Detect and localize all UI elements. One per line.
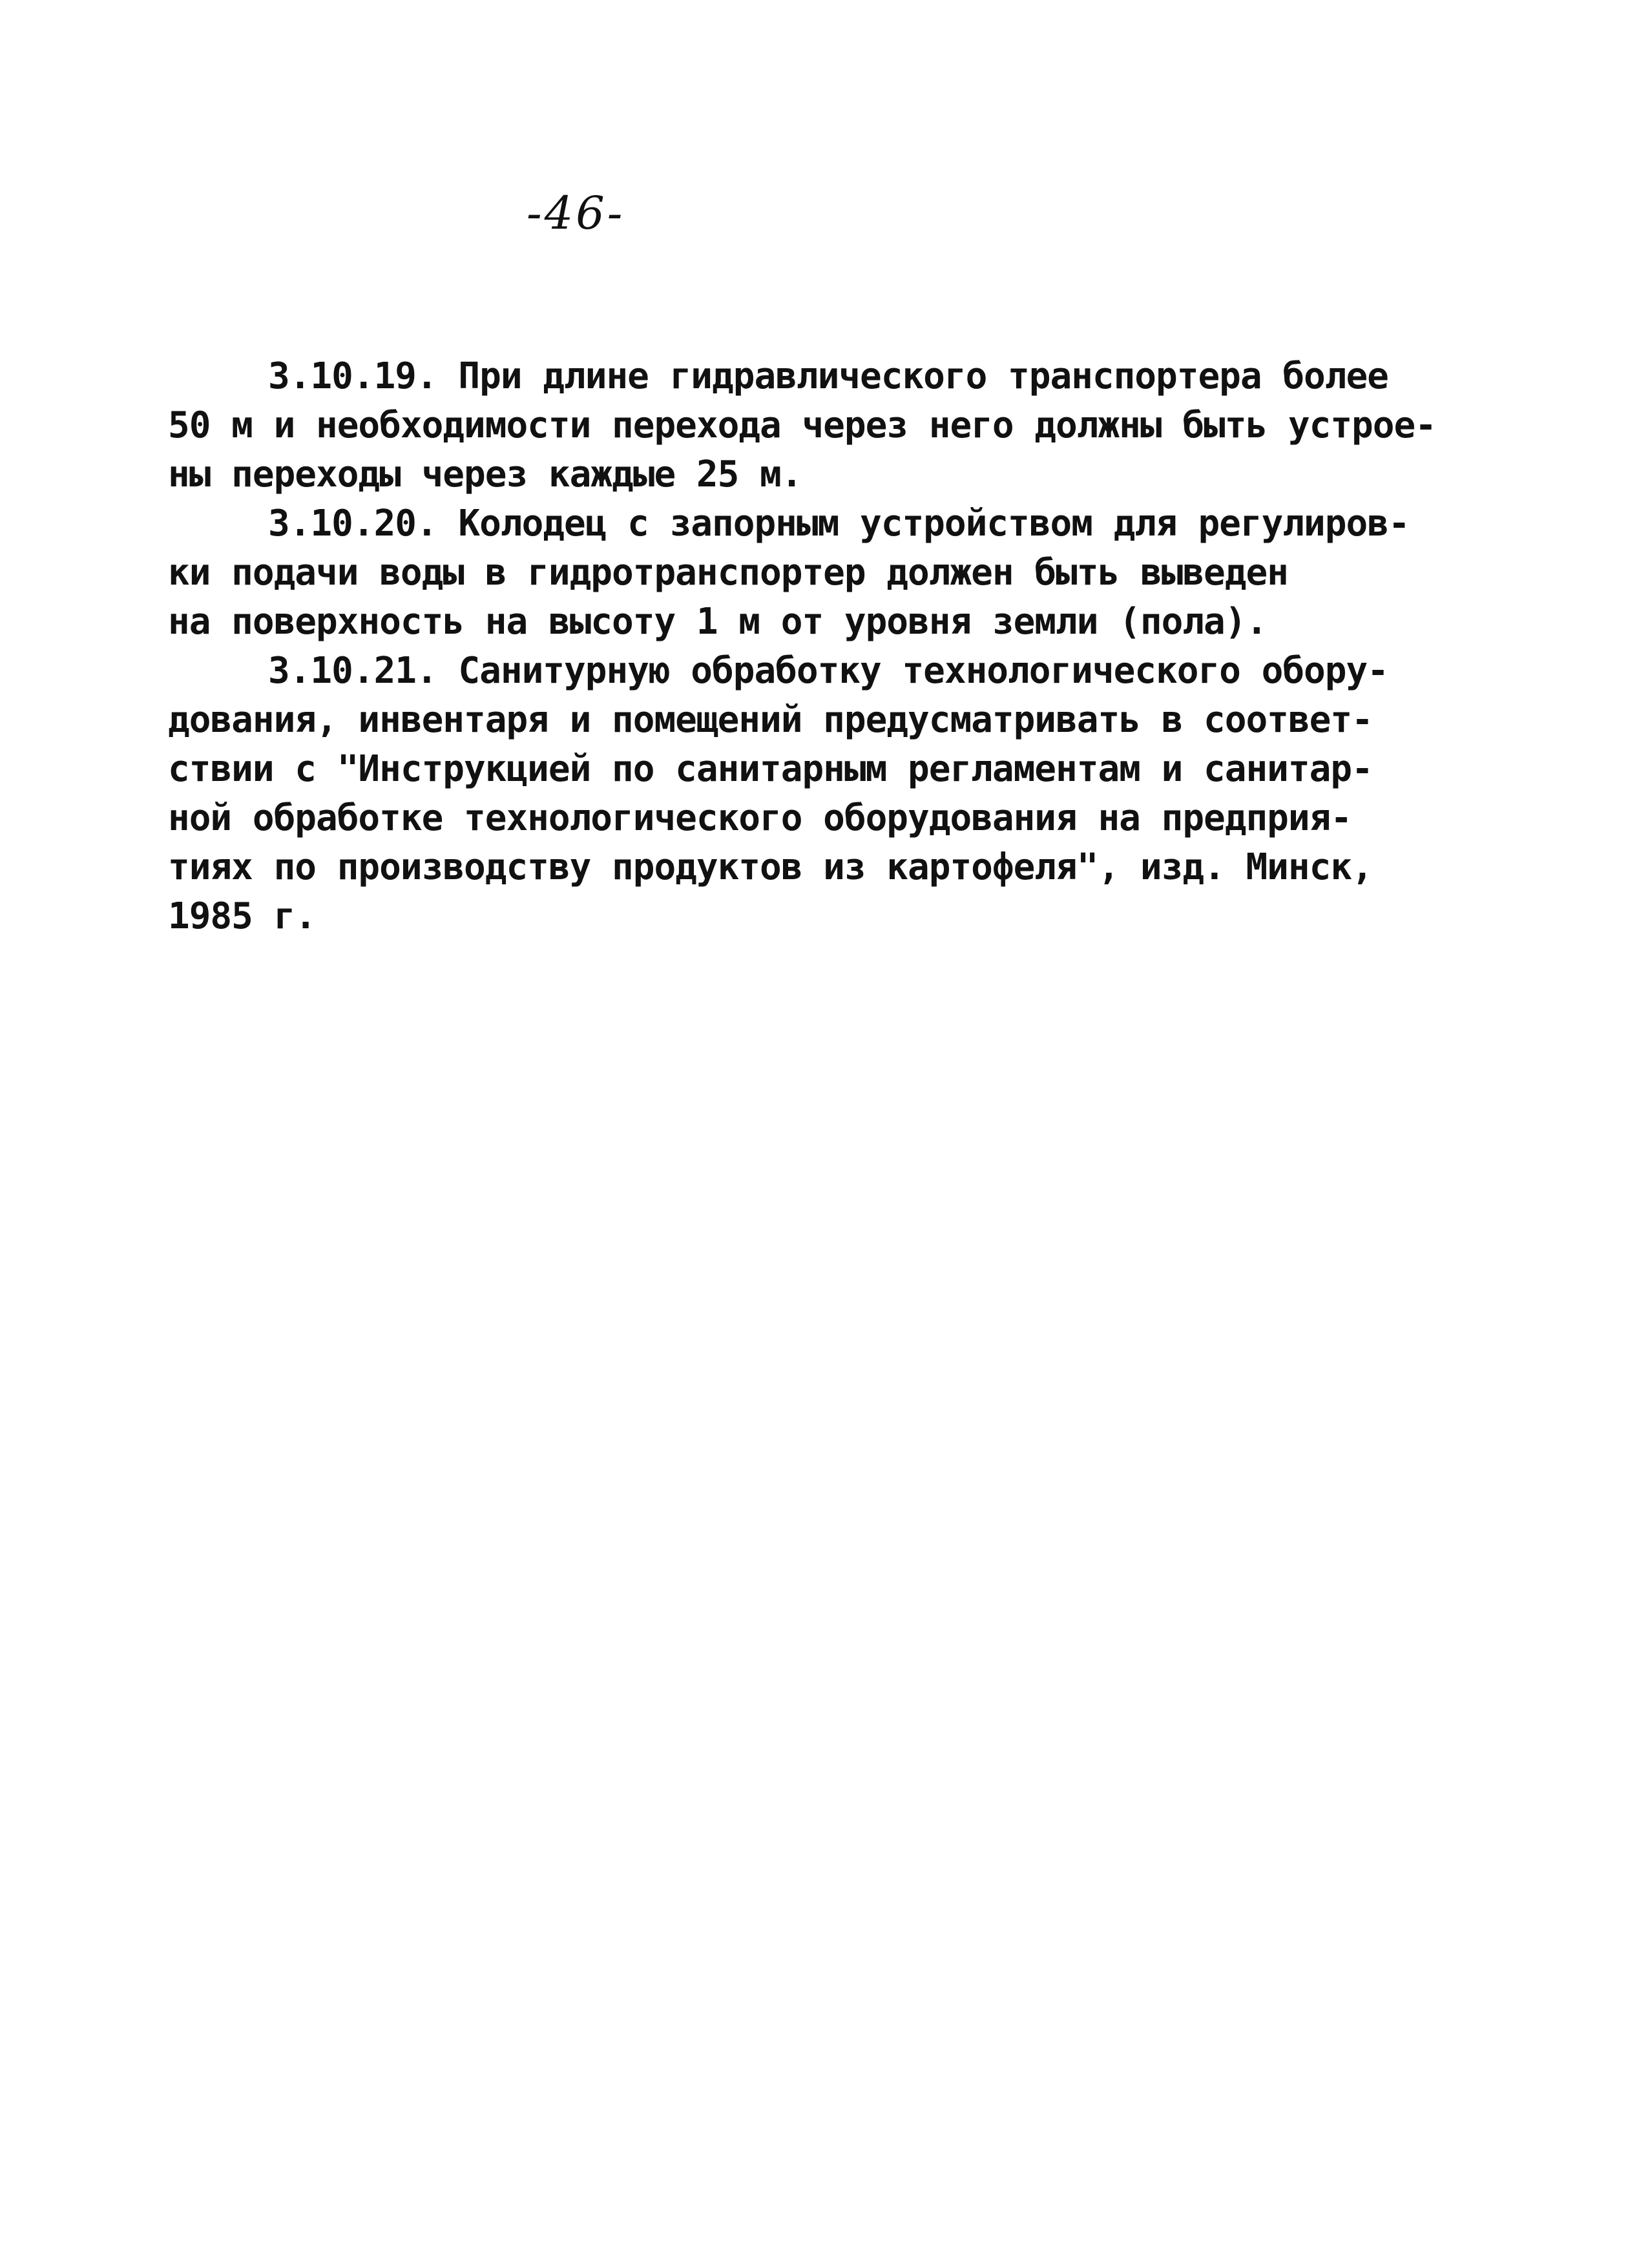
text-line: ны переходы через каждые 25 м. <box>168 453 802 495</box>
text-line: ствии с "Инструкцией по санитарным регламентам и санитар- <box>168 748 1373 790</box>
text-line: ной обработке технологического оборудования на предприя- <box>168 797 1352 839</box>
text-line: 3.10.20. Колодец с запорным устройством для регулиров- <box>268 503 1410 545</box>
text-line: дования, инвентаря и помещений предусматривать в соответ- <box>168 699 1373 741</box>
text-line: 3.10.19. При длине гидравлического транспортера более <box>268 355 1388 397</box>
page-number: -46- <box>527 187 625 240</box>
text-line: 3.10.21. Санитурную обработку технологического обору- <box>268 650 1388 692</box>
document-body <box>168 352 1434 941</box>
text-line: тиях по производству продуктов из картофеля", изд. Минск, <box>168 846 1373 888</box>
text-line: ки подачи воды в гидротранспортер должен быть выведен <box>168 552 1288 594</box>
text-line: 1985 г. <box>168 895 317 937</box>
text-line: 50 м и необходимости перехода через него должны быть устрое- <box>168 404 1436 446</box>
text-line: на поверхность на высоту 1 м от уровня земли (пола). <box>168 601 1268 643</box>
